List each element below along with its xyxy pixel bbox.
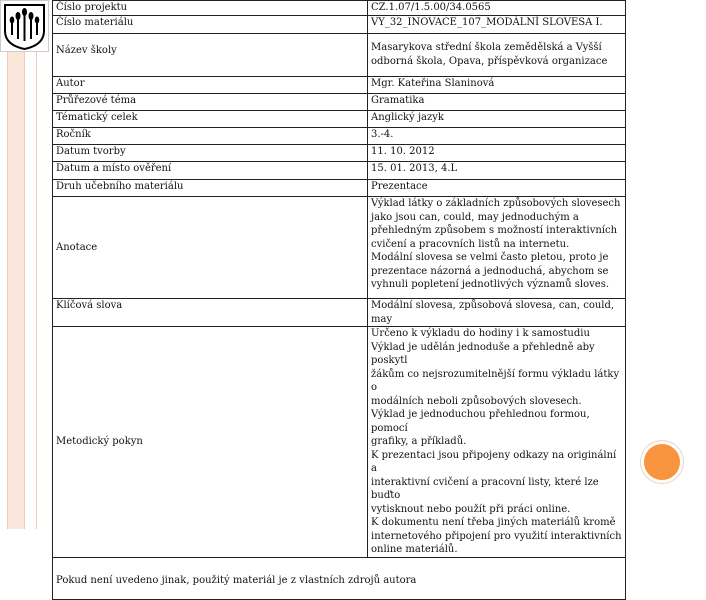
table-row	[53, 557, 626, 599]
table-row	[53, 128, 626, 145]
table-row	[53, 1, 626, 16]
method-line: internetového připojení pro využití interaktivních	[371, 530, 622, 542]
school-name-label: Název školy	[53, 34, 368, 77]
annotation-line: prezentace názorná a jednoduchá, abychom se	[371, 265, 609, 277]
footer-note: Pokud není uvedeno jinak, použitý materiál je z vlastních zdrojů autora	[53, 557, 626, 599]
project-number-label: Číslo projektu	[53, 1, 368, 16]
annotation-line: Modální slovesa se velmi často pletou, proto je	[371, 252, 609, 263]
created-value: 11. 10. 2012	[368, 145, 626, 162]
verified-value: 15. 01. 2013, 4.L	[368, 162, 626, 180]
method-line: K dokumentu není třeba jiných materiálů kromě	[371, 517, 616, 528]
keywords-label: Klíčová slova	[53, 299, 368, 327]
author-label: Autor	[53, 77, 368, 94]
project-number-value: CZ.1.07/1.5.00/34.0565	[368, 1, 626, 16]
method-line: Určeno k výkladu do hodiny i k samostudiu	[371, 328, 590, 339]
table-row	[53, 145, 626, 162]
annotation-line: jako jsou can, could, may jednoduchým a	[371, 211, 579, 223]
metadata-table	[52, 0, 626, 600]
theme-value: Gramatika	[368, 94, 626, 111]
table-row	[53, 111, 626, 128]
annotation-line: přehledným způsobem s možností interaktivních	[371, 225, 618, 236]
annotation-value	[368, 197, 626, 299]
method-line: K prezentaci jsou připojeny odkazy na originální a	[371, 449, 617, 474]
slide-decoration-dot	[641, 441, 683, 483]
material-number-label: Číslo materiálu	[53, 16, 368, 34]
grade-value: 3.-4.	[368, 128, 626, 145]
table-row	[53, 180, 626, 197]
thematic-unit-value: Anglický jazyk	[368, 111, 626, 128]
method-line: Výklad je jednoduchou přehlednou formou, pomocí	[371, 409, 590, 434]
table-row	[53, 162, 626, 180]
annotation-line: cvičení a pracovních listů na internetu.	[371, 238, 570, 250]
slide-left-rule	[36, 0, 37, 529]
annotation-label: Anotace	[53, 197, 368, 299]
keywords-value: Modální slovesa, způsobová slovesa, can, could, may	[368, 299, 626, 327]
thematic-unit-label: Tématický celek	[53, 111, 368, 128]
material-type-value: Prezentace	[368, 180, 626, 197]
material-type-label: Druh učebního materiálu	[53, 180, 368, 197]
table-row	[53, 34, 626, 77]
theme-label: Průřezové téma	[53, 94, 368, 111]
grade-label: Ročník	[53, 128, 368, 145]
annotation-line: vyhnuli popletení jednotlivých významů sloves.	[371, 279, 610, 290]
method-value	[368, 327, 626, 558]
table-row	[53, 299, 626, 327]
school-logo-icon	[0, 0, 49, 52]
slide-left-border	[7, 0, 25, 529]
method-line: Výklad je udělán jednoduše a přehledně aby poskytl	[371, 341, 595, 366]
verified-label: Datum a místo ověření	[53, 162, 368, 180]
table-row	[53, 77, 626, 94]
method-line: vytisknout nebo použít při práci online.	[371, 503, 571, 515]
method-line: grafiky, a příkladů.	[371, 436, 467, 447]
author-value: Mgr. Kateřina Slaninová	[368, 77, 626, 94]
school-name-value: Masarykova střední škola zemědělská a Vyšší odborná škola, Opava, příspěvková organizace	[368, 34, 626, 77]
annotation-line: Výklad látky o základních způsobových slovesech	[371, 198, 621, 209]
method-line: online materiálů.	[371, 544, 458, 555]
table-row	[53, 94, 626, 111]
table-row	[53, 327, 626, 558]
method-line: interaktivní cvičení a pracovní listy, které lze buďto	[371, 476, 599, 501]
material-number-value: VY_32_INOVACE_107_MODÁLNÍ SLOVESA I.	[368, 16, 626, 34]
table-row	[53, 197, 626, 299]
method-line: žákům co nejsrozumitelnější formu výkladu látky o	[371, 368, 620, 393]
table-row	[53, 16, 626, 34]
created-label: Datum tvorby	[53, 145, 368, 162]
method-line: modálních neboli způsobových slovesech.	[371, 395, 582, 407]
method-label: Metodický pokyn	[53, 327, 368, 558]
